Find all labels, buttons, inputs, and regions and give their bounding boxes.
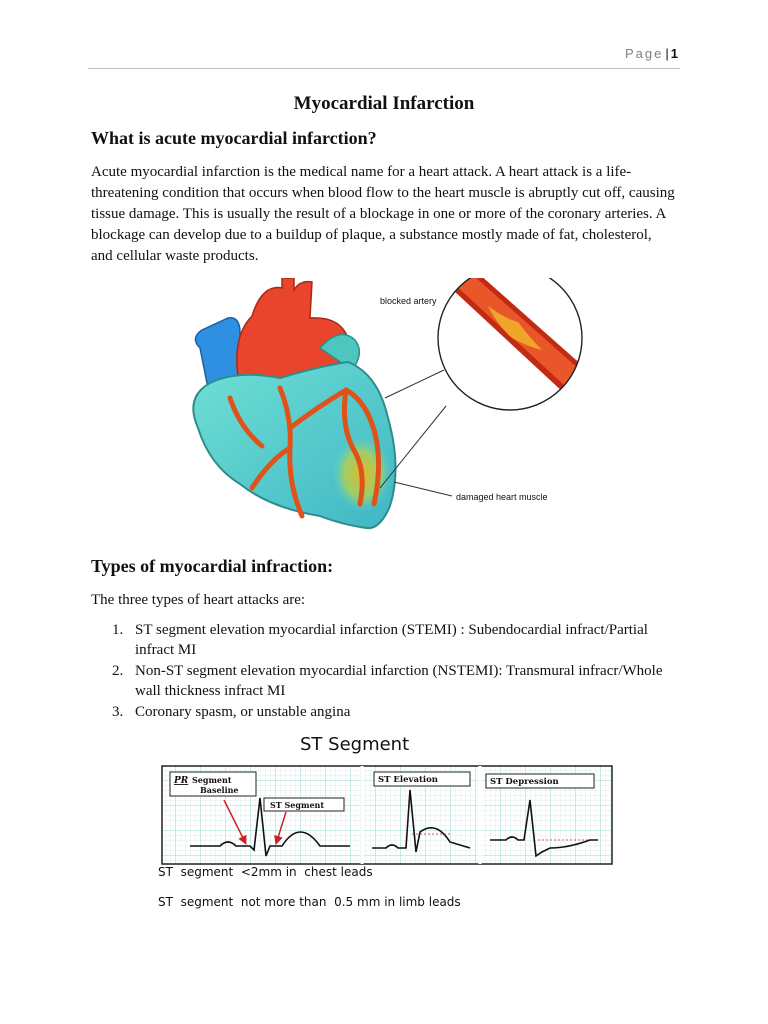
label-damaged-muscle: damaged heart muscle [456, 492, 548, 502]
callout-line [385, 370, 444, 398]
paragraph-line: blockage can develop due to a buildup of plaque, a substance mostly made of fat, cholesterol, [91, 227, 652, 243]
list-item [91, 620, 681, 660]
paragraph-line: and cellular waste products. [91, 248, 259, 264]
list-item-line: infract MI [135, 642, 197, 658]
baseline-label: Baseline [200, 785, 239, 795]
section-heading-types: Types of myocardial infraction: [91, 556, 334, 576]
list-number: 2. [112, 663, 124, 679]
intro-paragraph [91, 162, 681, 267]
page-number-value: 1 [670, 46, 678, 61]
list-number: 3. [112, 704, 124, 720]
section-heading-what-is: What is acute myocardial infarction? [91, 128, 377, 148]
list-item-line: wall thickness infract MI [135, 683, 286, 699]
paragraph-line: tissue damage. This is usually the result of a blockage in one or more of the coronary arteries. A [91, 206, 667, 222]
page-number: Page | 1 [625, 46, 678, 61]
st-depression-label: ST Depression [490, 777, 559, 787]
paragraph-line: Acute myocardial infarction is the medical name for a heart attack. A heart attack is a life- [91, 164, 632, 180]
artery-closeup [430, 278, 590, 418]
note-limb-leads: ST segment not more than 0.5 mm in limb leads [158, 895, 461, 909]
list-item-line: Non-ST segment elevation myocardial infarction (NSTEMI): Transmural infracr/Whole [135, 663, 663, 679]
list-item-line: ST segment elevation myocardial infarction (STEMI) : Subendocardial infract/Partial [135, 622, 648, 638]
callout-line [394, 482, 452, 496]
document-title: Myocardial Infarction [293, 93, 475, 114]
list-item [91, 661, 681, 701]
figure-title: ST Segment [300, 734, 410, 755]
list-item-line: Coronary spasm, or unstable angina [135, 704, 351, 720]
label-blocked-artery: blocked artery [380, 296, 437, 306]
pr-segment-label: Segment [192, 775, 232, 785]
st-elevation-label: ST Elevation [378, 775, 438, 785]
heart-illustration [170, 278, 590, 540]
list-item [91, 702, 681, 722]
pr-prefix: PR [174, 776, 189, 786]
list-number: 1. [112, 622, 124, 638]
st-segment-label: ST Segment [270, 800, 325, 810]
paragraph-line: threatening condition that occurs when blood flow to the heart muscle is abruptly cut off, causing [91, 185, 675, 201]
types-intro: The three types of heart attacks are: [91, 592, 306, 608]
page-label: Page [625, 46, 664, 61]
st-segment-figure [150, 730, 620, 910]
types-list [91, 620, 681, 723]
page-header [88, 46, 680, 69]
note-chest-leads: ST segment <2mm in chest leads [158, 865, 373, 879]
